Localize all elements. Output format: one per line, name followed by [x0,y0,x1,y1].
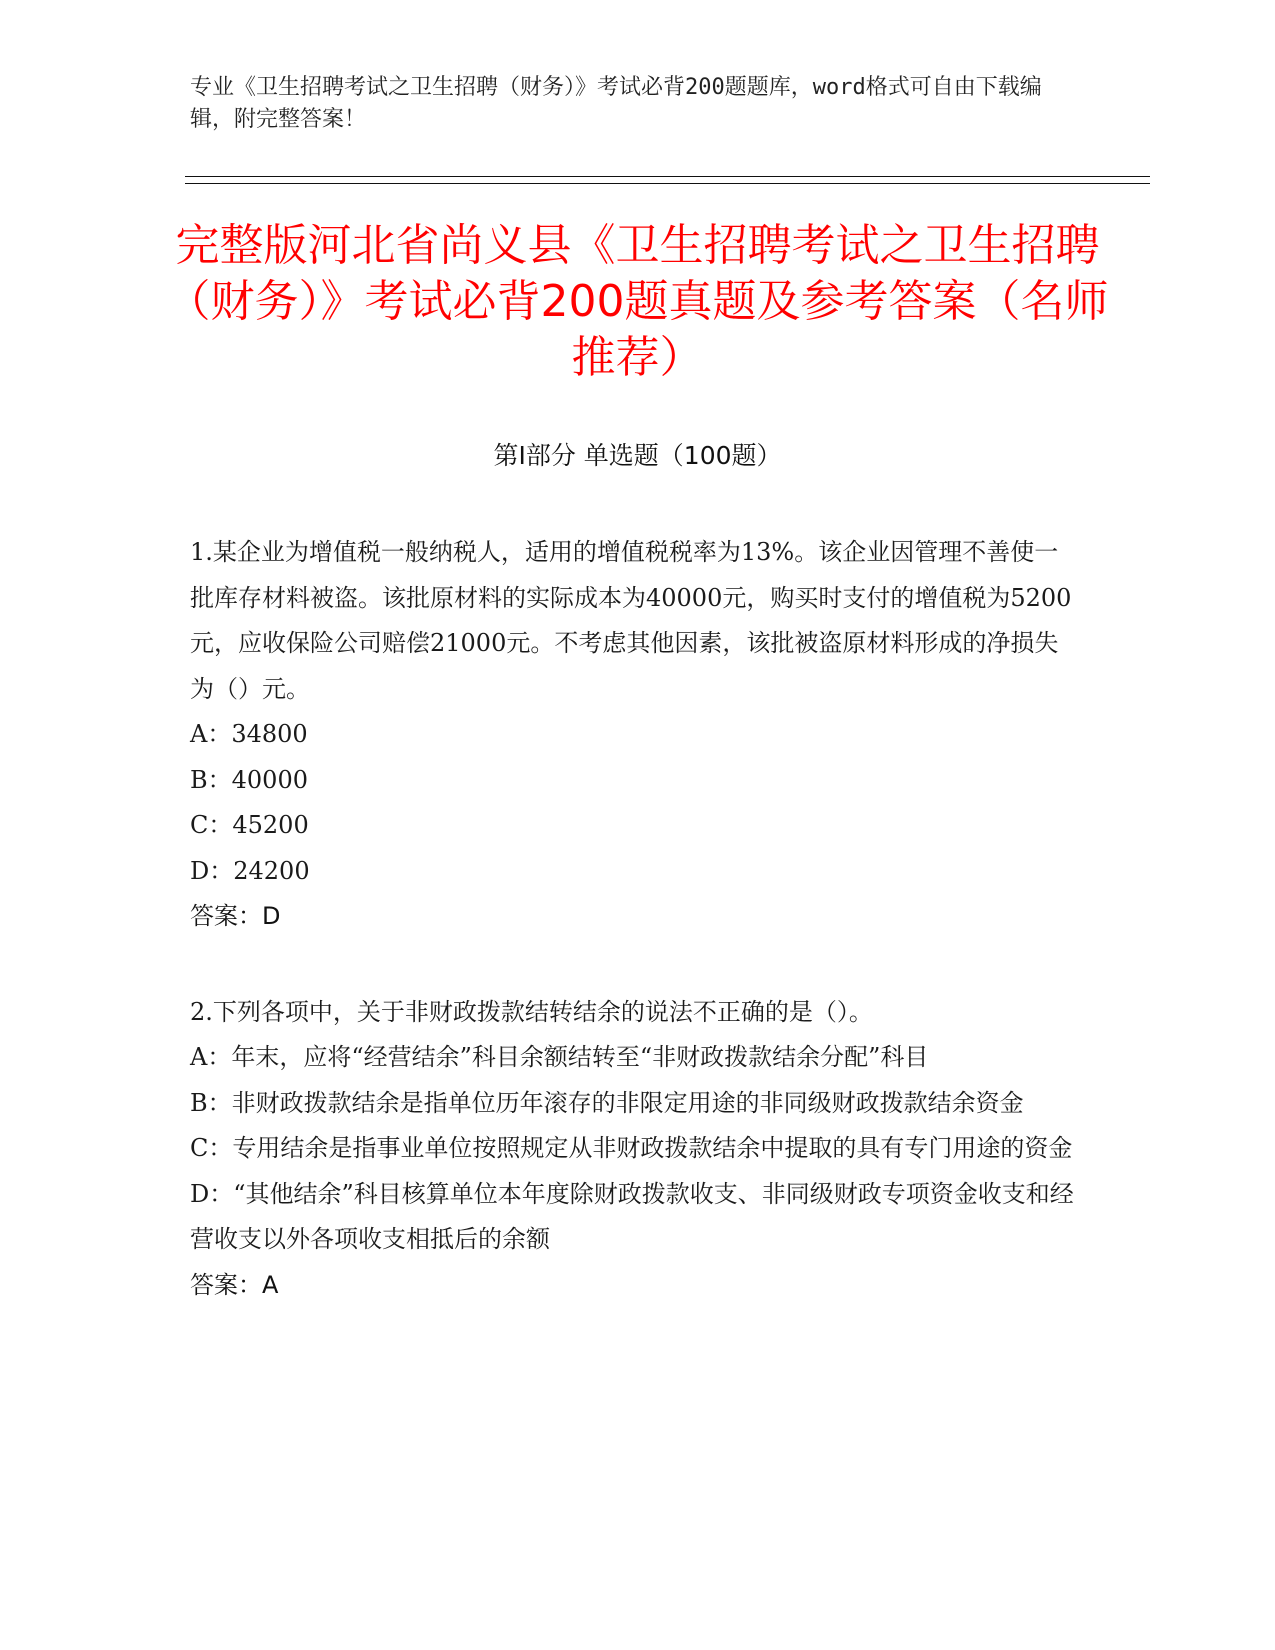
option-b: B：40000 [190,765,308,794]
option-d: D：24200 [190,856,310,885]
question-stem: 1.某企业为增值税一般纳税人，适用的增值税税率为13%。该企业因管理不善使一批库存材料被盗。该批原材料的实际成本为40000元，购买时支付的增值税为5200元，应收保险公司赔偿21000元。不考虑其他因素，该批被盗原材料形成的净损失为（）元。 [190,538,1072,703]
option-c: C：专用结余是指事业单位按照规定从非财政拨款结余中提取的具有专门用途的资金 [190,1134,1073,1162]
question-list [190,530,1075,1358]
option-a: A：年末，应将“经营结余”科目余额结转至“非财政拨款结余分配”科目 [190,1043,929,1071]
header-note: 专业《卫生招聘考试之卫生招聘（财务）》考试必背200题题库，word格式可自由下载编辑，附完整答案！ [190,75,1042,132]
question-stem: 2.下列各项中，关于非财政拨款结转结余的说法不正确的是（）。 [190,997,873,1026]
option-d: D：“其他结余”科目核算单位本年度除财政拨款收支、非同级财政专项资金收支和经营收支以外各项收支相抵后的余额 [190,1179,1074,1253]
answer-label: 答案：A [190,1270,279,1299]
answer-label: 答案：D [190,902,281,930]
question-2 [190,990,1075,1309]
option-c: C：45200 [190,811,309,839]
option-b: B：非财政拨款结余是指单位历年滚存的非限定用途的非同级财政拨款结余资金 [190,1088,1024,1117]
section-heading: 第Ⅰ部分 单选题（100题） [493,441,782,470]
header-divider-bottom [185,183,1150,184]
question-1 [190,530,1075,940]
document-title: 完整版河北省尚义县《卫生招聘考试之卫生招聘（财务）》考试必背200题真题及参考答案（名师推荐） [166,220,1109,383]
option-a: A：34800 [190,720,308,748]
header-divider-top [185,176,1150,177]
